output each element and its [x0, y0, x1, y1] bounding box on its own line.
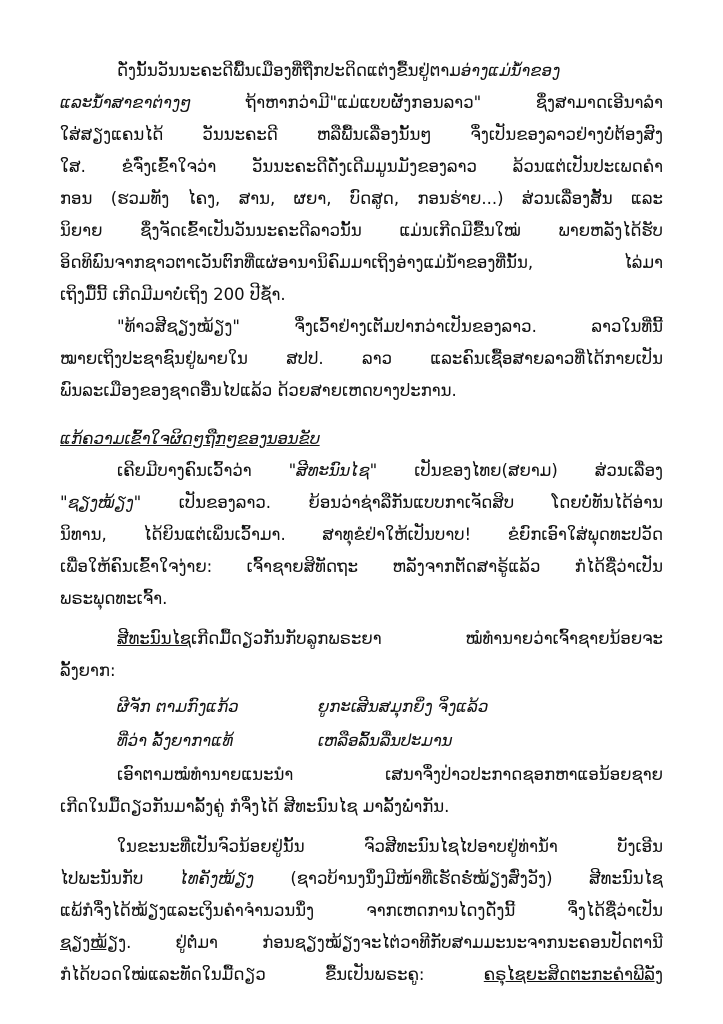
paragraph-4-line-2: ລັ້ງຍາກ: — [60, 661, 116, 680]
section-heading: ແກ້ຄວາມເຂົ້າໃຈຜິດໆຖືກໆຂອງນອນຂັບ — [60, 429, 320, 448]
text-span: . ຢູ່ຕໍ່ມາ ກ່ອນຊຽງໝ້ຽງຈະໄຕ່ວາທີກັບສາມມະນະຈາກນະຄອນປັດຕານີ — [126, 933, 663, 952]
paragraph-3-line-4: ເພື່ອໃຫ້ຄົນເຂົ້າໃຈງ່າຍ: ເຈົ້າຊາຍສິທັດຖະ ຫລັງຈາກຕັດສາຣູ້ແລ້ວ ກໍໄດ້ຊື່ວ່າເປັນ — [60, 557, 663, 576]
text-span: ຖ້າຫາກວ່າມີ"ແມ່ແບບຜັງກອນລາວ" ຊຶ່ງສາມາດເອີນາລຳ — [191, 93, 663, 112]
text-span: ດັ່ງນັ້ນວັນນະຄະດີພື້ນເມືອງທີ່ຖືກປະດິດແຕ່ງຂື້ນຢູ່ຕາມ — [117, 61, 461, 80]
poem-row-1-left: ຜີຈັກ ຕາມກົງແກ້ວ — [117, 697, 239, 716]
paragraph-1-line-6: ນິຍາຍ ຊຶ່ງຈັດເຂົ້າເປັນວັນນະຄະດີລາວນັ້ນ ແມ່ນເກີດມີຂື້ນໃໝ່ ພາຍຫລັງໄດ້ຮັບ — [60, 221, 663, 240]
poem-row-2-right: ເຫລືອລົ້ນລື່ນປະມານ — [318, 731, 453, 750]
text-span: ກໍໄດ້ບວດໃໝ່ແລະທັດໃນມື້ດຽວ ຂື້ນເປັນພຣະຄູ: — [60, 965, 484, 984]
paragraph-1-line-8: ເຖິງມື້ນີ້ ເກີດມີມາບໍ່ເຖິງ 200 ປີຊ້ຳ. — [60, 285, 286, 304]
paragraph-6-line-4 — [60, 930, 663, 956]
text-span: ເຄີຍມີບາງຄົນເວົ້າວ່າ — [117, 461, 289, 480]
text-span: ເປັນຂອງໄທຍ(ສຍາມ) ສ່ວນເລື່ອງ — [377, 461, 663, 480]
paragraph-5-line-1: ເອົາຕາມໝໍທຳນາຍແນະນຳ ເສນາຈຶ່ງປ່າວປະກາດຊອກຫາແອນ້ອຍຊາຍ — [117, 765, 663, 784]
underlined-name: ສີທະນົນໄຊ — [117, 629, 191, 648]
paragraph-1-line-7: ອິດທິພົນຈາກຊາວຕາເວັນຕົກທີ່ແຜ່ອານານິຄົມມາເຖິງອ່າງແມ່ນ້ຳຂອງທີ່ນັ້ນ, ໄລ່ມາ — [60, 253, 663, 272]
underlined-title: ຄຣຸໄຊຍະສິດຕະກະຄຳພີລັງ — [483, 965, 663, 984]
paragraph-2-line-1: "ທ້າວສີຊຽງໝ້ຽງ" ຈຶ່ງເວົ້າຢ່າງເຕັມປາກວ່າເປັນຂອງລາວ. ລາວໃນທີ່ນີ້ — [117, 317, 663, 336]
poem-row-1-right: ຍູກະເສີນສມຸກຍິ່ງ ຈິ່ງແລ້ວ — [318, 697, 489, 716]
paragraph-1-line-5: ກອນ (ຮວມທັງ ໄຄງ, ສານ, ຜຍາ, ບົດສູດ, ກອນຮ່າຍ...) ສ່ວນເລື່ອງສັ້ນ ແລະ — [60, 189, 663, 208]
text-span: ເປັນຂອງລາວ. ຍ້ອນວ່າຊ່າລືກັນແບບກາເຈັດສິບ ໂດຍບໍ່ທັນໄດ້ອ່ານ — [141, 493, 663, 512]
italic-phrase: ໄທຄັງໝ້ຽງ — [179, 869, 254, 888]
paragraph-1-line-1 — [117, 58, 663, 84]
paragraph-3-line-5: ພຣະພຸດທະເຈົ້າ. — [60, 589, 168, 608]
paragraph-1-line-4: ໃສ. ຂໍຈົ່ງເຂົ້າໃຈວ່າ ວັນນະຄະດີດັ່ງເດີມມູນມັງຂອງລາວ ລ້ວນແຕ່ເປັນປະເພດຄຳ — [60, 157, 663, 176]
paragraph-4-line-1 — [117, 626, 663, 652]
italic-phrase: "ຊຽງໝ້ຽງ" — [60, 493, 142, 512]
paragraph-2-line-3: ພົນລະເມືອງຂອງຊາດອື່ນໄປແລ້ວ ດ້ວຍສາຍເຫດບາງປະການ. — [60, 381, 457, 400]
paragraph-1-line-2 — [60, 90, 663, 116]
paragraph-6-line-2 — [60, 866, 663, 892]
paragraph-5-line-2: ເກີດໃນມື້ດຽວກັນມາລັ້ງຄູ່ ກໍຈຶ່ງໄດ້ ສີທະນົນໄຊ ມາລັ້ງພໍ່າກັນ. — [60, 797, 450, 816]
paragraph-6-line-5 — [60, 962, 663, 988]
underlined-name: ຊຽງໝ້ຽງ — [60, 933, 127, 952]
poem-row-2-left: ທີ່ວ່າ ລັ້ງຍາກາແທ້ — [117, 731, 234, 750]
paragraph-3-line-3: ນິທານ, ໄດ້ຍິນແຕ່ເພິ່ນເວົ້າມາ. ສາທຸຂໍຢ່າໃຫ້ເປັນບາບ! ຂໍຍົກເອົາໃສ່ພຸດທະປວັດ — [60, 525, 663, 544]
paragraph-2-line-2: ໝາຍເຖິງປະຊາຊົນຢູ່ພາຍໃນ ສປປ. ລາວ ແລະຄົນເຊື້ອສາຍລາວທີ່ໄດ້ກາຍເປັນ — [60, 349, 663, 368]
text-span: ເກີດມື້ດຽວກັນກັບລູກພຣະຍາ ໝໍທຳນາຍວ່າເຈົ້າຊາຍນ້ອຍຈະ — [190, 629, 663, 648]
italic-phrase: "ສີທະນົນໄຊ" — [288, 461, 378, 480]
italic-phrase: ແລະນ້ຳສາຂາຕ່າງໆ — [60, 93, 192, 112]
paragraph-3-line-2 — [60, 490, 663, 516]
text-span: (ຊາວບ້ານງນຶ່ງມີໜ້າທີ່ເຮັດຮໍ່ໝ້ຽງສົ່ງວັງ) ສີທະນົນໄຊ — [253, 869, 663, 888]
paragraph-1-line-3: ໃສ່ສຽງແຄນໄດ້ ວັນນະຄະດີ ຫລືພື້ນເລື່ອງນັ້ນໆ ຈຶ່ງເປັນຂອງລາວຢ່າງບໍ່ຕ້ອງສົງ — [60, 125, 663, 144]
paragraph-6-line-1: ໃນຂະນະທີ່ເປັນຈົວນ້ອຍຢູ່ນັ້ນ ຈົວສີທະນົນໄຊໄປອາບຢູ່ທ່ານ້ຳ ບັງເອີນ — [117, 837, 663, 856]
text-span: ໄປພະນັນກັບ — [60, 869, 180, 888]
paragraph-6-line-3: ແພ້ກໍຈຶ່ງໄດ້ໝ້ຽງແລະເງິນຄຳຈຳນວນນຶ່ງ ຈາກເຫດການໄດງດັ່ງນີ້ ຈຶ່ງໄດ້ຊື່ວ່າເປັນ — [60, 901, 663, 920]
italic-phrase: ອ່າງແມ່ນ້ຳຂອງ — [460, 61, 561, 80]
paragraph-3-line-1 — [117, 458, 663, 484]
